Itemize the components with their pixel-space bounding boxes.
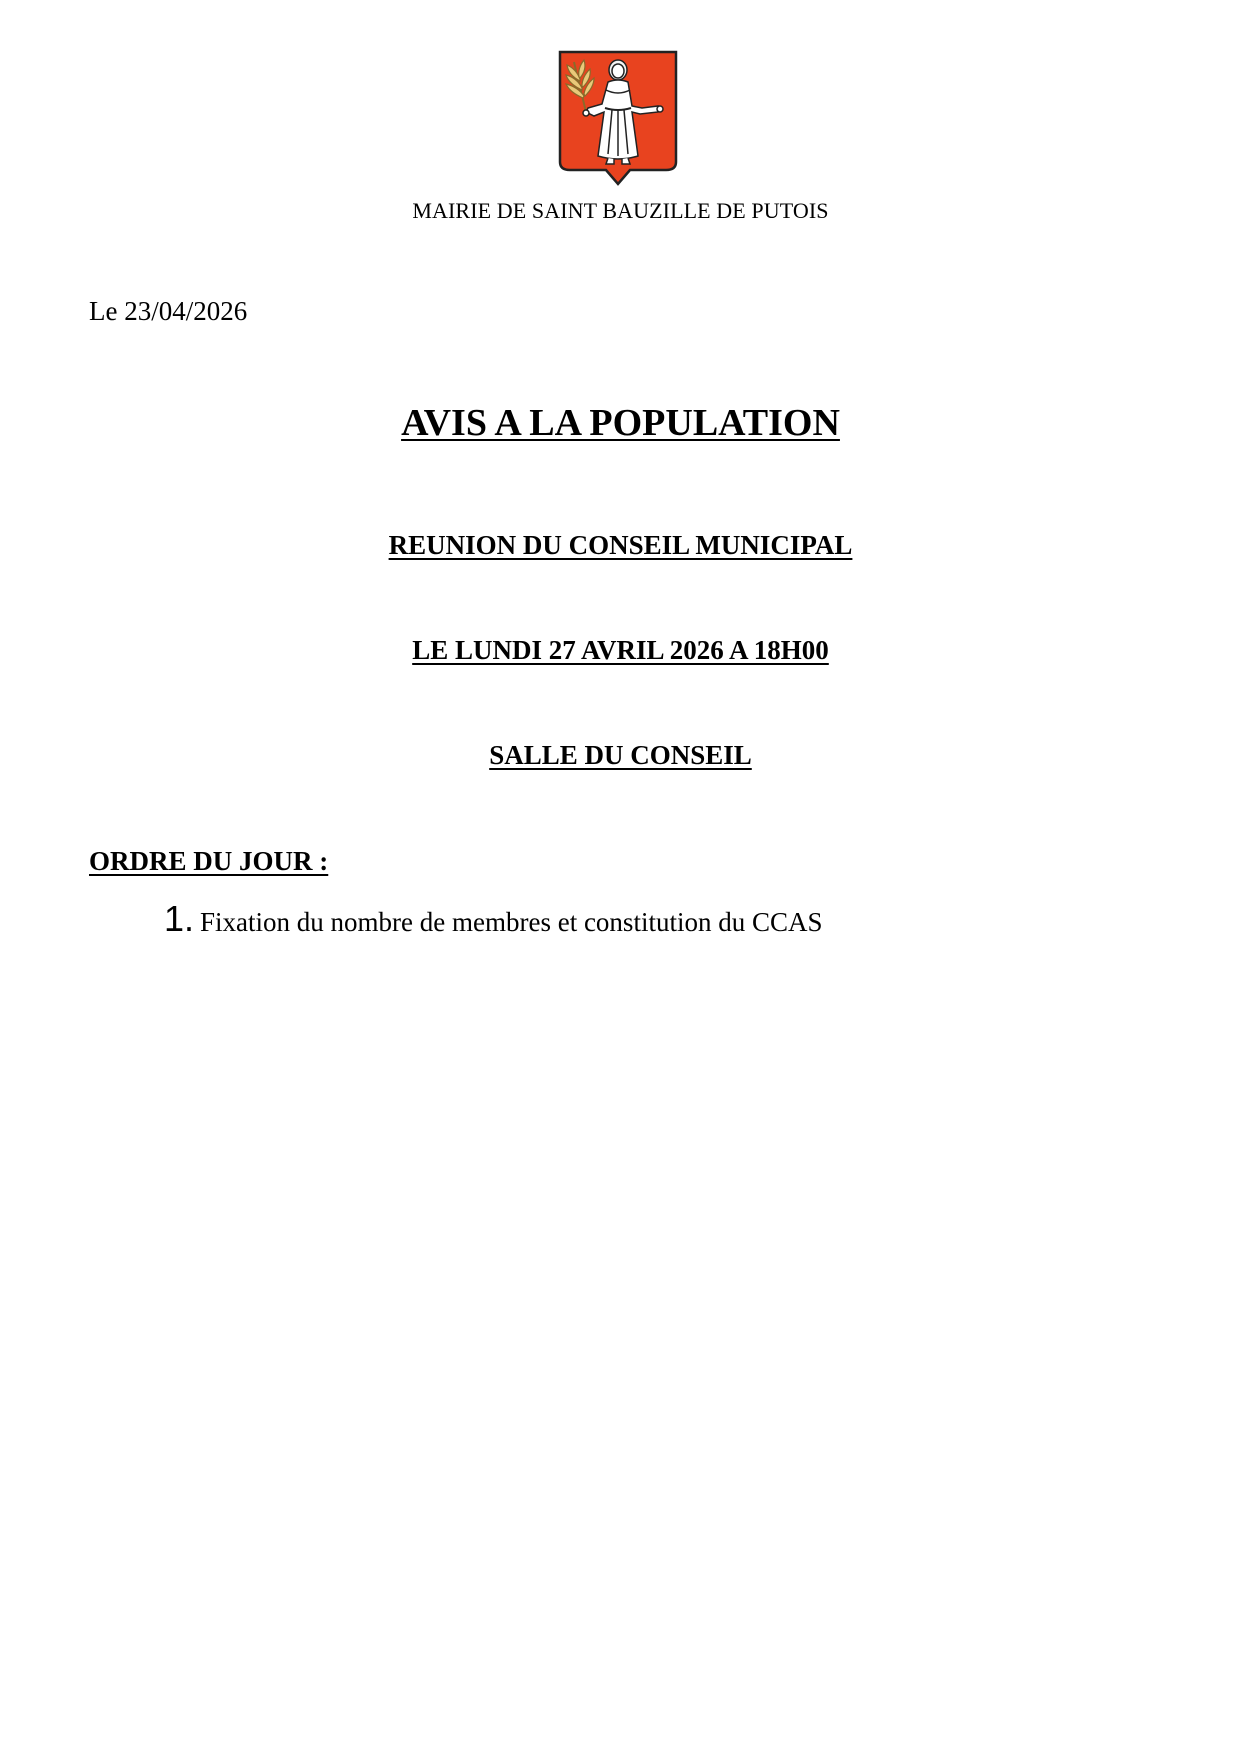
mairie-heading: MAIRIE DE SAINT BAUZILLE DE PUTOIS xyxy=(412,198,829,223)
notice-title-text: AVIS A LA POPULATION xyxy=(401,402,840,444)
agenda-item-number: 1. xyxy=(164,898,195,939)
meeting-heading xyxy=(0,530,1241,561)
meeting-heading-text: REUNION DU CONSEIL MUNICIPAL xyxy=(388,530,853,560)
agenda-item-text: Fixation du nombre de membres et constitution du CCAS xyxy=(200,907,823,937)
document-date: Le 23/04/2026 xyxy=(89,296,248,326)
meeting-datetime xyxy=(0,635,1241,666)
meeting-location xyxy=(0,740,1241,771)
meeting-datetime-text: LE LUNDI 27 AVRIL 2026 A 18H00 xyxy=(412,635,829,665)
agenda-heading: ORDRE DU JOUR : xyxy=(89,846,329,876)
meeting-location-text: SALLE DU CONSEIL xyxy=(489,740,752,770)
agenda-item xyxy=(164,898,822,940)
notice-title xyxy=(0,401,1241,445)
coat-of-arms-icon xyxy=(556,50,680,190)
